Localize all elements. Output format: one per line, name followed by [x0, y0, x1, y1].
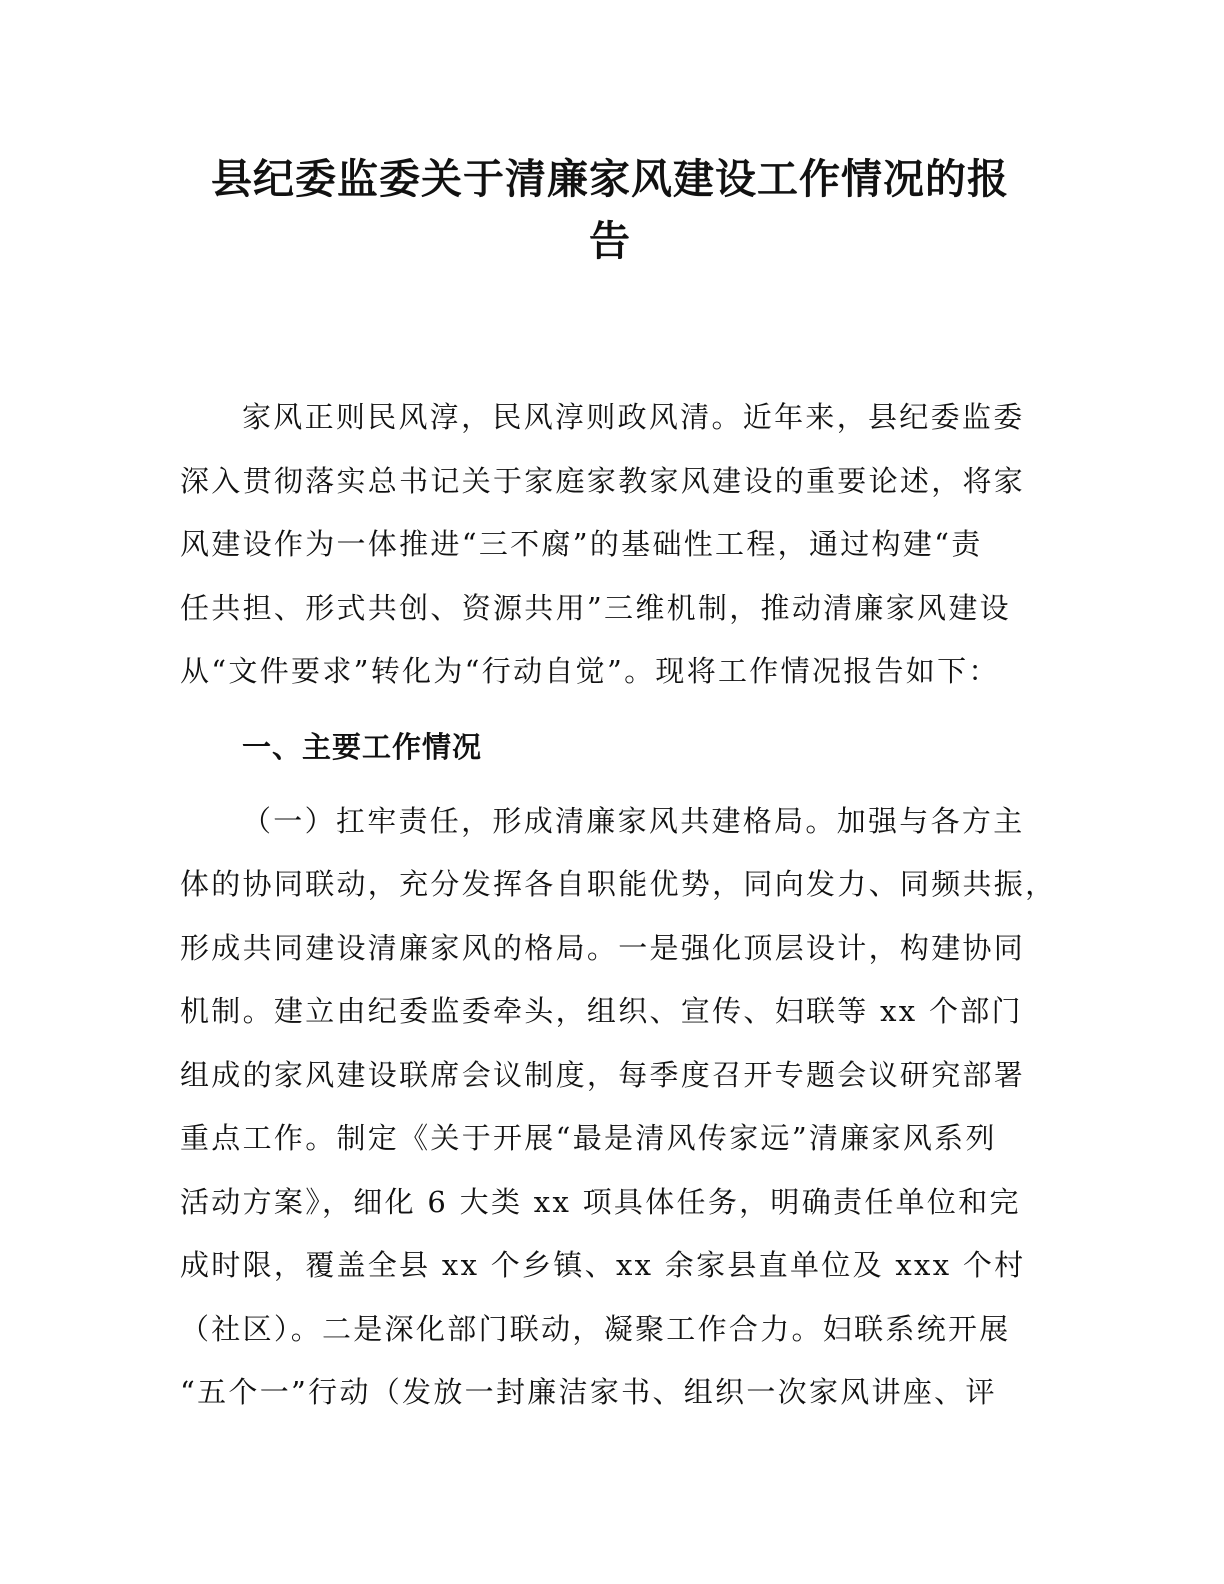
- title-line-1: 县纪委监委关于清廉家风建设工作情况的报: [211, 155, 1009, 203]
- text-line: 活动方案》，细化 6 大类 xx 项具体任务，明确责任单位和完: [180, 1184, 1021, 1219]
- intro-paragraph: [180, 386, 1056, 704]
- text-line: 成时限，覆盖全县 xx 个乡镇、xx 余家县直单位及 xxx 个村: [180, 1248, 1026, 1282]
- text-line: 体的协同联动，充分发挥各自职能优势，同向发力、同频共振，: [180, 867, 1057, 901]
- text-line: 风建设作为一体推进“三不腐”的基础性工程，通过构建“责: [180, 527, 983, 561]
- section-heading: 一、主要工作情况: [242, 729, 483, 764]
- text-line: 机制。建立由纪委监委牵头，组织、宣传、妇联等 xx 个部门: [180, 994, 1023, 1028]
- text-line: 家风正则民风淳，民风淳则政风清。近年来，县纪委监委: [242, 400, 1025, 434]
- section-paragraph: [180, 790, 1056, 1425]
- text-line: 从“文件要求”转化为“行动自觉”。现将工作情况报告如下：: [180, 654, 1000, 688]
- text-line: 重点工作。制定《关于开展“最是清风传家远”清廉家风系列: [180, 1121, 997, 1155]
- text-line: 组成的家风建设联席会议制度，每季度召开专题会议研究部署: [180, 1057, 1026, 1092]
- text-line: 深入贯彻落实总书记关于家庭家教家风建设的重要论述，将家: [180, 463, 1026, 498]
- text-line: 形成共同建设清廉家风的格局。一是强化顶层设计，构建协同: [180, 930, 1026, 965]
- text-line: “五个一”行动（发放一封廉洁家书、组织一次家风讲座、评: [180, 1375, 997, 1409]
- text-line: （社区）。二是深化部门联动，凝聚工作合力。妇联系统开展: [180, 1311, 1011, 1346]
- text-line: （一）扛牢责任，形成清廉家风共建格局。加强与各方主: [242, 803, 1025, 838]
- title-line-2: 告: [589, 217, 631, 265]
- text-line: 任共担、形式共创、资源共用”三维机制，推动清廉家风建设: [180, 590, 1011, 625]
- document-body: [180, 386, 1056, 1425]
- document-title: [185, 148, 1035, 272]
